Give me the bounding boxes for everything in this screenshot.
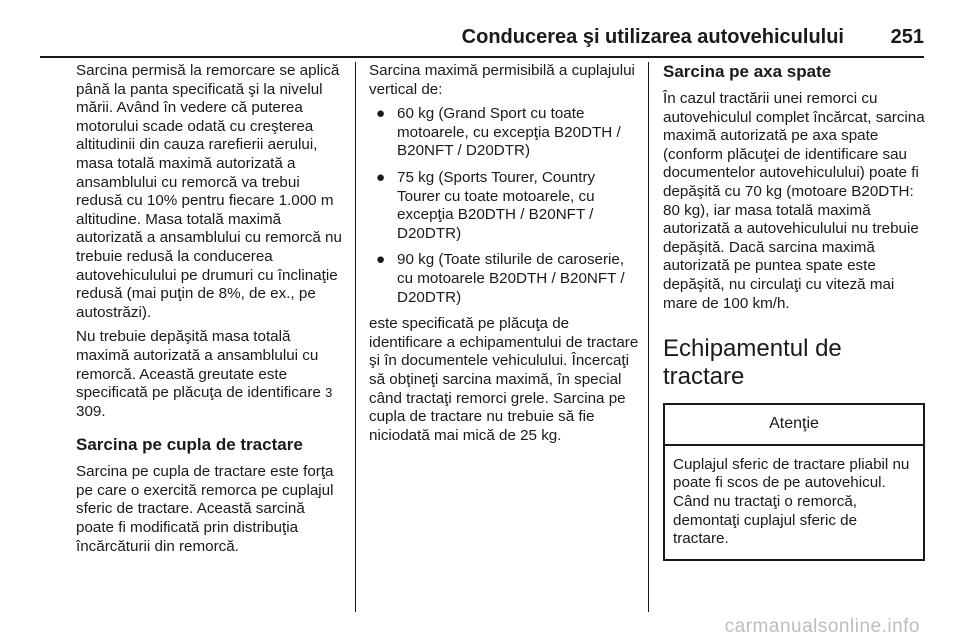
column-right	[663, 62, 925, 561]
caution-box	[663, 403, 925, 561]
list-item-text: 75 kg (Sports Tourer, Country Tourer cu toate motoarele, cu excepţia B20DTH / B20NFT / D20DTR)	[397, 168, 596, 242]
list-item	[369, 251, 639, 307]
caution-text: Cuplajul sferic de tractare pliabil nu poate fi scos de pe autovehicul. Când nu tractaţi o remorcă, demontaţi cuplajul sferic de tractare.	[673, 455, 910, 548]
paragraph: Sarcina pe cupla de tractare este forţa pe care o exercită remorca pe cuplajul sferic de tractare. Această sarcină poate fi modificată prin distribuţia încărcăturii din remorcă.	[76, 463, 334, 555]
section-heading: Sarcina pe axa spate	[663, 62, 832, 81]
column-left	[76, 62, 346, 562]
list-item	[369, 169, 639, 243]
chapter-title: Conducerea şi utilizarea autovehiculului	[461, 26, 844, 48]
paragraph: este specificată pe plăcuţa de identificare a echipamentului de tractare şi în documentele vehiculului. Încercaţi să obţineţi sarcina maximă, în special când tractaţi remorci grele. Sarcina pe cupla de tractare nu trebuie să fie niciodată mai mică de 25 kg.	[369, 315, 639, 444]
caution-title: Atenţie	[665, 405, 923, 446]
paragraph: Sarcina permisă la remorcare se aplică până la panta specificată şi la nivelul mării. Având în vedere că puterea motorului scade odată cu creşterea altitudinii din cauza rarefierii aerului, masa totală maximă autorizată a ansamblului cu remorcă va trebui redusă cu 10% pentru fiecare 1.000 m altitudine. Masa totală maximă autorizată a ansamblului cu remorcă nu trebuie redusă la conducerea autovehiculului pe drumuri cu înclinaţie redusă (mai puţin de 8%, de ex., pe autostrăzi).	[76, 62, 342, 321]
bullet-icon: ●	[376, 251, 386, 269]
reference-page: 309.	[76, 402, 106, 420]
list-item	[369, 105, 639, 161]
reference-arrow-icon: 3	[325, 385, 333, 401]
section-heading: Sarcina pe cupla de tractare	[76, 435, 303, 455]
column-middle	[369, 62, 639, 451]
page-number: 251	[890, 26, 924, 48]
paragraph: Sarcina maximă permisibilă a cuplajului vertical de:	[369, 62, 635, 98]
column-divider	[355, 62, 356, 612]
list-item-text: 60 kg (Grand Sport cu toate motoarele, cu excepţia B20DTH / B20NFT / D20DTR)	[397, 105, 621, 160]
column-divider	[648, 62, 649, 612]
bullet-icon: ●	[376, 168, 386, 186]
watermark: carmanualsonline.info	[724, 616, 920, 637]
bullet-list	[369, 105, 639, 307]
page-header	[40, 22, 924, 58]
paragraph	[76, 328, 346, 421]
paragraph-text: Nu trebuie depăşită masa totală maximă autorizată a ansamblului cu remorcă. Această greutate este specificată pe plăcuţa de identificare	[76, 328, 321, 402]
list-item-text: 90 kg (Toate stilurile de caroserie, cu motoarele B20DTH / B20NFT / D20DTR)	[397, 251, 625, 306]
section-title: Echipamentul de tractare	[663, 335, 842, 391]
paragraph: În cazul tractării unei remorci cu autovehiculul complet încărcat, sarcina maximă autorizată pe axa spate (conform plăcuţei de identificare sau documentelor autovehiculului) poate fi depăşită cu 70 kg (motoare B20DTH: 80 kg), iar masa totală maximă autorizată a autovehiculului nu trebuie depăşită. Dacă sarcina maximă autorizată pe puntea spate este depăşită, nu circulaţi cu viteză mai mare de 100 km/h.	[663, 90, 925, 312]
bullet-icon: ●	[376, 105, 386, 123]
